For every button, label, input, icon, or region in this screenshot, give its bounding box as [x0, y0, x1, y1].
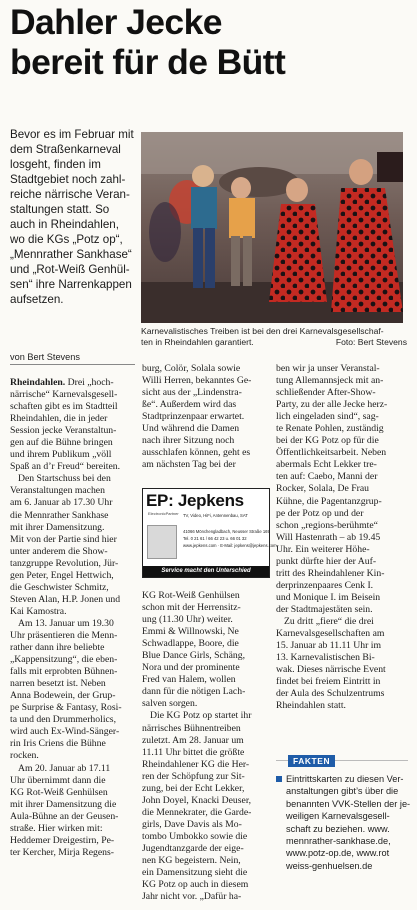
col3-line: abermals Echt Lekker tre-	[276, 459, 377, 471]
fakten-line: weiss-genhuelsen.de	[286, 860, 373, 871]
fakten-line: schaft zu beziehen. www.	[286, 823, 390, 834]
col3-line: Karnevalsgesellschaften am	[276, 628, 385, 640]
col1-line: die Mennrather Sankhase	[10, 509, 109, 521]
intro-line: „Mennrather Sankhase“	[10, 248, 132, 261]
col1-line: und ihrem Publikum „völl	[10, 449, 112, 461]
col2b-line: girls, Dave Davis als Mo-	[142, 818, 242, 830]
col2b-line: Rheindahlener KG die Her-	[142, 758, 250, 770]
col1-line: mit ihrer Damensitzung die	[10, 798, 117, 810]
col1-line: gen auf die Bühne bringen	[10, 437, 113, 449]
col1-line: die Geschwister Schmitz,	[10, 581, 109, 593]
col2b-line: Schwadlappe, Boore, die	[142, 638, 239, 650]
article-column-3	[276, 363, 408, 712]
col2b-line: Die KG Potz op startet ihr	[150, 710, 252, 722]
col3-line: der Stadtmajestäten sein.	[276, 603, 373, 615]
col2b-line: John Doyel, Knacki Deuser,	[142, 794, 252, 806]
photo-caption	[141, 326, 407, 348]
col1-line: Am 13. Januar um 19.30	[18, 617, 114, 629]
col2a-line: Stadtprinzenpaar erwartet.	[142, 411, 245, 423]
col1-line: Den Startschuss bei den	[18, 473, 111, 485]
col1-line: rin Iris Criens die Bühne	[10, 738, 106, 750]
col1-line: schaften gibt es im Stadtteil	[10, 401, 118, 413]
col3-line: bei der KG Potz op für die	[276, 435, 379, 447]
fakten-line: anstaltungen gibt’s über die	[286, 786, 399, 797]
photo-caption-line-2: ten in Rheindahlen garantiert.	[141, 337, 254, 347]
ad-subtitle: ElectronicPartner	[148, 511, 179, 516]
col1-line: wird auch Ex-Wind-Sänger-	[10, 726, 120, 738]
col3-line: Will Hastenrath – ab 19.45	[276, 531, 381, 543]
col2b-line: Jugendtanzgarde der eige-	[142, 842, 244, 854]
ad-line: Tel. 0 21 61 / 66 42 23 u. 66 01 32	[183, 536, 247, 541]
col3-line: findet bei freiem Eintritt in	[276, 676, 381, 688]
fakten-line: mennrather-sankhase.de,	[286, 836, 391, 847]
col2b-line: Nora und der prominente	[142, 662, 240, 674]
col2b-line: närrisches Bühnentreiben	[142, 722, 241, 734]
col1-line-text: Drei „hoch-	[67, 377, 114, 388]
col2b-line: Jahr nicht vor. „Dafür ha-	[142, 891, 242, 903]
col2b-line: Fred van Halem, wollen	[142, 674, 236, 686]
col2b-line: 11.11 Uhr bittet die größte	[142, 746, 245, 758]
intro-line: auch in Rheindahlen,	[10, 218, 119, 231]
col1-line: Mit von der Partie sind hier	[10, 533, 117, 545]
intro-line: aufsetzen.	[10, 293, 64, 306]
col2b-line: schon mit der Herrensitz-	[142, 602, 241, 614]
article-column-2-bottom	[142, 590, 272, 903]
col2b-line: ung (11.30 Uhr) weiter.	[142, 614, 233, 626]
col1-line: ter Kercher, Mirja Regens-	[10, 846, 114, 858]
col1-line: pe Surprise & Fantasy, Rosi-	[10, 702, 122, 714]
col1-line: straße. Hier wirken mit:	[10, 822, 103, 834]
advertisement-jepkens	[142, 488, 277, 578]
col3-line: punkt dürfte hier der Auf-	[276, 555, 377, 567]
col1-line: närrische“ Karnevalsgesell-	[10, 389, 118, 401]
ad-store-photo	[147, 525, 177, 559]
col3-line: der Aula des Schulzentrums	[276, 688, 385, 700]
col2b-line: KG Rot-Weiß Genhülsen	[142, 590, 240, 601]
col3-line: schon „regions-berühmte“	[276, 519, 378, 531]
col1-line: Kai Kamostra.	[10, 605, 67, 617]
intro-line: losgeht, finden im	[10, 158, 101, 171]
col1-line: KG Rot-Weiß Genhülsen	[10, 786, 108, 798]
col3-line: pe der Potz op und der	[276, 507, 364, 519]
col1-line: falls mit erprobten Bühnen-	[10, 666, 118, 678]
col2b-line: Emmi & Willnowski, Ne	[142, 626, 239, 638]
col1-line: am 6. Januar ab 17.30 Uhr	[10, 497, 113, 509]
col1-line: Aula-Bühne an der Geusen-	[10, 810, 119, 822]
col3-line: 13. Karnevalistischen Bi-	[276, 652, 375, 664]
col1-line: Steven Alan, H.P. Jonen und	[10, 593, 121, 605]
col3-line: tritt des Rheindahlener Kin-	[276, 567, 385, 579]
col2b-line: ren der Schöpfung zur Sit-	[142, 770, 245, 782]
col1-line: Anna Bodewein, der Grup-	[10, 690, 116, 702]
byline: von Bert Stevens	[10, 352, 135, 365]
intro-line: reiche närrische Veran-	[10, 188, 130, 201]
col1-line: Heddemer Dreigestirn, Pe-	[10, 834, 115, 846]
fakten-box	[276, 773, 410, 872]
col1-line: Rheindahlen, die in jeder	[10, 413, 108, 425]
col3-line: Kühne, die Pagentanzgrup-	[276, 495, 382, 507]
col2b-line: nen KG begeistern. Nein,	[142, 855, 241, 867]
fakten-label: FAKTEN	[288, 755, 335, 767]
col1-line: unter anderem die Show-	[10, 545, 108, 557]
photo-caption-line-1: Karnevalistisches Treiben ist bei den drei Karnevalsgesellschaf-	[141, 326, 384, 336]
col2a-line: Und während die Damen	[142, 423, 240, 435]
intro-line: Stadtgebiet noch zahl-	[10, 173, 126, 186]
col3-line: Rheindahlen statt.	[276, 700, 346, 712]
fakten-line: www.potz-op.de, www.rot	[286, 848, 390, 859]
col3-line: und Monique I. im Beisein	[276, 591, 381, 603]
col1-line: Uhr übernimmt dann die	[10, 774, 106, 786]
col3-line: Rocker, Solala, De Frau	[276, 483, 369, 495]
col1-line: rocken.	[10, 750, 39, 762]
ad-line: TV, Video, HiFi, Antennenbau, SAT	[183, 513, 248, 518]
fakten-line: Eintrittskarten zu diesen Ver-	[286, 774, 404, 784]
col2a-line: am nächsten Tag bei der	[142, 459, 236, 471]
col2a-line: ße“. Außerdem wird das	[142, 399, 237, 411]
col2a-line: sicht aus der „Lindenstra-	[142, 387, 242, 399]
intro-line: dem Straßenkarneval	[10, 143, 121, 156]
col2a-line: Willi Herren, bekanntes Ge-	[142, 375, 252, 387]
headline-line-2: bereit für de Bütt	[10, 42, 286, 82]
col1-line: Am 20. Januar ab 17.11	[18, 762, 111, 774]
col1-line: tanzgruppe Revolution, Jür-	[10, 557, 119, 569]
col3-line: 15. Januar ab 11.11 Uhr im	[276, 640, 382, 652]
col2b-line: die Mennekrater, die Garde-	[142, 806, 252, 818]
col2b-line: Blue Dance Girls, Schäng,	[142, 650, 246, 662]
ad-logo: EP: Jepkens	[146, 491, 244, 510]
headline-line-1: Dahler Jecke	[10, 2, 222, 42]
col1-line: narren besetzt ist. Neben	[10, 678, 106, 690]
intro-line: sen“ ihre Narrenkappen	[10, 278, 132, 291]
col2b-line: salven sorgen.	[142, 698, 198, 710]
article-column-1	[10, 377, 138, 859]
col2b-line: zuletzt. Am 28. Januar um	[142, 734, 244, 746]
col3-line: te Renate Pohlen, zuständig	[276, 423, 384, 435]
col2b-line: tombo Umbokko sowie die	[142, 830, 248, 842]
fakten-line: weiligen Karnevalsgesell-	[286, 811, 390, 822]
intro-line: Bevor es im Februar mit	[10, 128, 134, 141]
dateline-place: Rheindahlen.	[10, 377, 66, 388]
col1-line: Veranstaltungen machen	[10, 485, 105, 497]
col1-line: „Kappensitzung“, die eben-	[10, 654, 118, 666]
col3-line: Uhr. Ein weiterer Höhe-	[276, 543, 370, 555]
col1-line: Session jecke Veranstaltun-	[10, 425, 117, 437]
col2b-line: dann für die nötigen Lach-	[142, 686, 246, 698]
photo-credit: Foto: Bert Stevens	[335, 337, 407, 347]
col1-line: rather dann ihre beliebte	[10, 642, 105, 654]
col1-line: mit ihrer Damensitzung.	[10, 521, 105, 533]
col3-line: Zu dritt „fiere“ die drei	[284, 615, 374, 627]
col2a-line: nach ihrer Sitzung noch	[142, 435, 235, 447]
col3-line: lich eingeladen sind“, sag-	[276, 411, 379, 423]
col2b-line: zung, bei der Echt Lekker,	[142, 782, 245, 794]
intro-line: wo die KGs „Potz op“,	[10, 233, 123, 246]
col3-line: derprinzenpaares Cenk I.	[276, 579, 374, 591]
carnival-photo	[141, 132, 403, 323]
col1-line: gen Peter, Engel Hettwich,	[10, 569, 114, 581]
col2a-line: ausschlafen können, geht es	[142, 447, 251, 459]
col1-line: ta und den Drummerholics,	[10, 714, 116, 726]
fakten-line: benannten VVK-Stellen der je-	[286, 798, 411, 809]
intro-paragraph	[10, 127, 140, 307]
col1-line	[10, 377, 138, 389]
carnival-photo-image	[141, 132, 403, 323]
col3-line: Öffentlichkeitsarbeit. Neben	[276, 447, 387, 459]
ad-line: www.jepkens.com · E-Mail: jepkens@jepkens.com	[183, 543, 277, 548]
col2b-line: KG Potz op auch in diesem	[142, 879, 249, 891]
ad-line: 41066 Mönchengladbach, Neusser Straße 169	[183, 529, 270, 534]
col3-line: schließender After-Show-	[276, 387, 376, 399]
col3-line: wak. Dieses närrische Event	[276, 664, 386, 676]
intro-line: und „Rot-Weiß Genhül-	[10, 263, 130, 276]
col1-line: Spaß an d’r Freud“ bereiten.	[10, 461, 121, 473]
bullet-icon	[276, 776, 282, 782]
col3-line: ten auf: Caebo, Manni der	[276, 471, 378, 483]
article-column-2-top	[142, 363, 272, 471]
col3-line: Party, zu der alle Jecke herz-	[276, 399, 388, 411]
col1-line: Uhr präsentieren die Menn-	[10, 629, 118, 641]
col3-line: ben wir ja unser Veranstal-	[276, 363, 380, 374]
col3-line: tung Allemannsjeck mit an-	[276, 375, 384, 387]
intro-line: staltungen statt. So	[10, 203, 110, 216]
ad-slogan-bar: Service macht den Unterschied	[143, 566, 269, 577]
col2b-line: ein Damensitzung sieht die	[142, 867, 248, 879]
col2a-line: burg, Colör, Solala sowie	[142, 363, 241, 374]
headline	[10, 2, 410, 82]
